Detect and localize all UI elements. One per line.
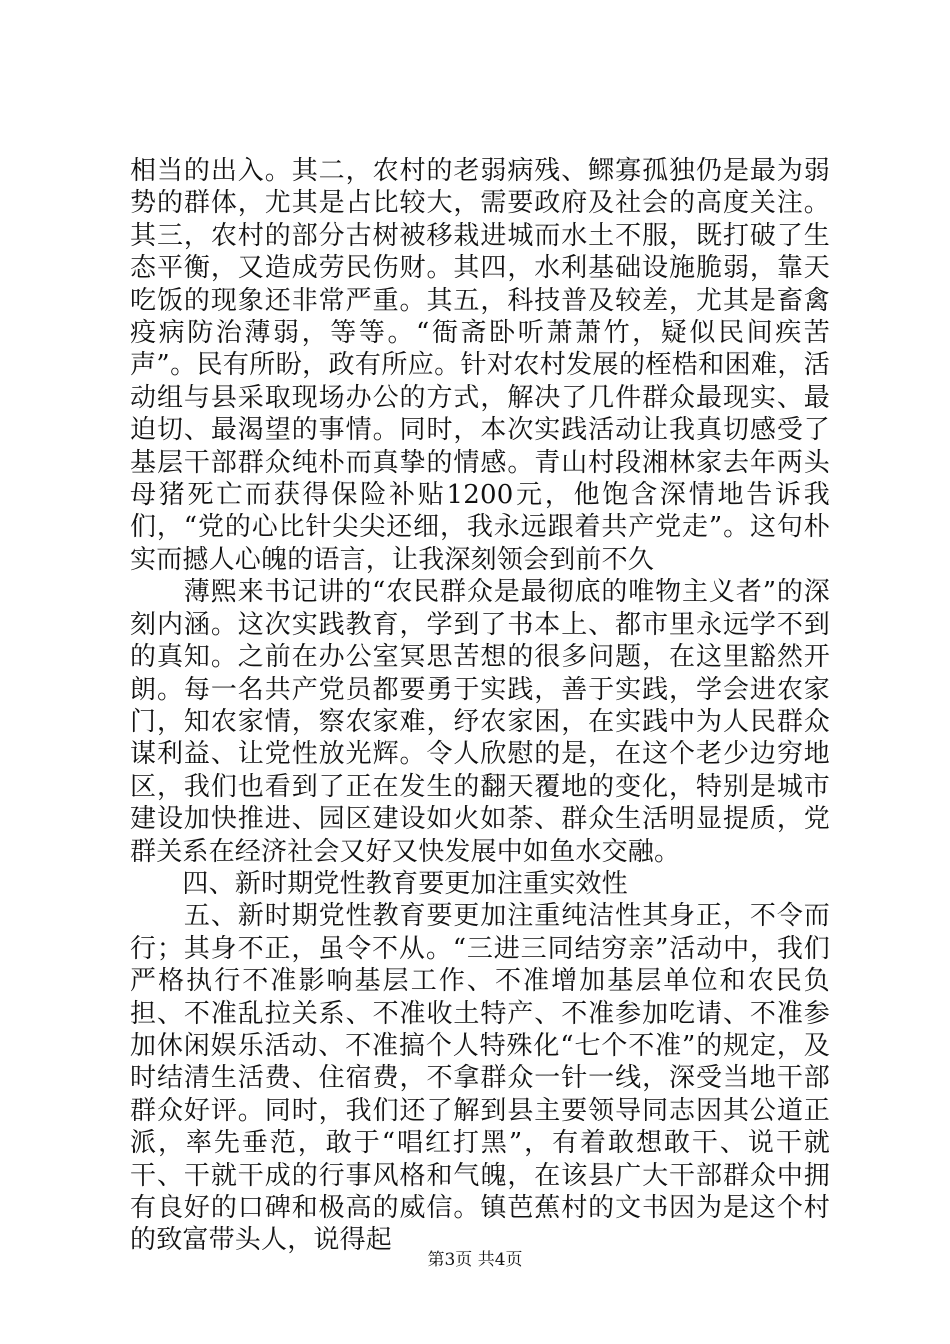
- paragraph-heading-4: 四、新时期党性教育要更加注重实效性: [130, 868, 628, 899]
- page-number-footer: 第3页 共4页: [427, 1250, 523, 1270]
- document-body: [130, 155, 830, 1257]
- paragraph-2: 薄熙来书记讲的“农民群众是最彻底的唯物主义者”的深刻内涵。这次实践教育，学到了书本上、都市里永远学不到的真知。之前在办公室冥思苦想的很多问题，在这里豁然开朗。每一名共产党员都要勇于实践，善于实践，学会进农家门，知农家情，察农家难，纾农家困，在实践中为人民群众谋利益、让党性放光辉。令人欣慰的是，在这个老少边穷地区，我们也看到了正在发生的翻天覆地的变化，特别是城市建设加快推进、园区建设如火如荼、群众生活明显提质，党群关系在经济社会又好又快发展中如鱼水交融。: [130, 577, 830, 867]
- paragraph-5: 五、新时期党性教育要更加注重纯洁性其身正，不令而行；其身不正，虽令不从。“三进三同结穷亲”活动中，我们严格执行不准影响基层工作、不准增加基层单位和农民负担、不准乱拉关系、不准收土特产、不准参加吃请、不准参加休闲娱乐活动、不准搞个人特殊化“七个不准”的规定，及时结清生活费、住宿费，不拿群众一针一线，深受当地干部群众好评。同时，我们还了解到县主要领导同志因其公道正派，率先垂范，敢于“唱红打黑”，有着敢想敢干、说干就干、干就干成的行事风格和气魄，在该县广大干部群众中拥有良好的口碑和极高的威信。镇芭蕉村的文书因为是这个村的致富带头人，说得起: [130, 901, 830, 1256]
- paragraph-1: 相当的出入。其二，农村的老弱病残、鳏寡孤独仍是最为弱势的群体，尤其是占比较大，需要政府及社会的高度关注。其三，农村的部分古树被移栽进城而水土不服，既打破了生态平衡，又造成劳民伤财。其四，水利基础设施脆弱，靠天吃饭的现象还非常严重。其五，科技普及较差，尤其是畜禽疫病防治薄弱，等等。“衙斋卧听萧萧竹，疑似民间疾苦声”。民有所盼，政有所应。针对农村发展的桎梏和困难，活动组与县采取现场办公的方式，解决了几件群众最现实、最迫切、最渴望的事情。同时，本次实践活动让我真切感受了基层干部群众纯朴而真挚的情感。青山村段湘林家去年两头母猪死亡而获得保险补贴1200元，他饱含深情地告诉我们，“党的心比针尖尖还细，我永远跟着共产党走”。这句朴实而撼人心魄的语言，让我深刻领会到前不久: [130, 156, 830, 575]
